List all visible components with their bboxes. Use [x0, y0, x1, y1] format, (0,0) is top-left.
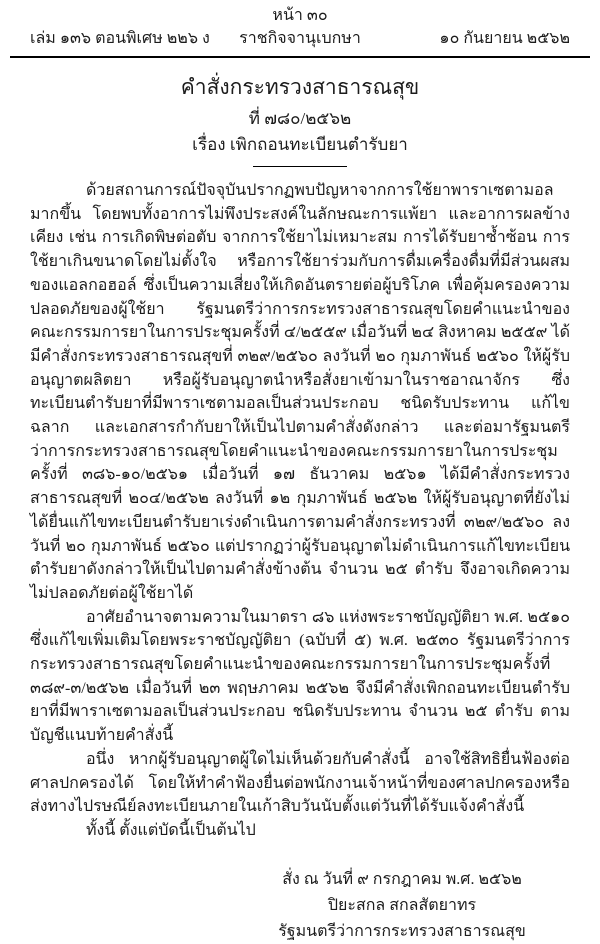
document-subject: เรื่อง เพิกถอนทะเบียนตำรับยา	[192, 135, 408, 154]
signature-block	[242, 867, 562, 944]
signature-signer-name: ปิยะสกล สกลสัตยาทร	[327, 896, 477, 914]
document-title: คำสั่งกระทรวงสาธารณสุข	[180, 75, 420, 99]
masthead	[30, 29, 570, 56]
body-paragraph-2: อาศัยอำนาจตามความในมาตรา ๘๖ แห่งพระราชบัญญัติยา พ.ศ. ๒๕๑๐ ซึ่งแก้ไขเพิ่มเติมโดยพระราชบัญญัติยา (ฉบับที่ ๕) พ.ศ. ๒๕๓๐ รัฐมนตรีว่าการกระทรวงสาธารณสุขโดยคำแนะนำของคณะกรรมการยาในการประชุมครั้งที่ ๓๘๙-๓/๒๕๖๒ เมื่อวันที่ ๒๓ พฤษภาคม ๒๕๖๒ จึงมีคำสั่งเพิกถอนทะเบียนตำรับยาที่มีพาราเซตามอลเป็นส่วนประกอบ ชนิดรับประทาน จำนวน ๒๕ ตำรับ ตามบัญชีแนบท้ายคำสั่งนี้	[30, 608, 570, 745]
masthead-date: ๑๐ กันยายน ๒๕๖๒	[439, 30, 570, 47]
document-order-number: ที่ ๗๘๐/๒๕๖๒	[248, 109, 352, 128]
masthead-publication-name: ราชกิจจานุเบกษา	[239, 30, 361, 47]
signature-signer-title: รัฐมนตรีว่าการกระทรวงสาธารณสุข	[278, 922, 526, 940]
body-paragraph-3: อนึ่ง หากผู้รับอนุญาตผู้ใดไม่เห็นด้วยกับคำสั่งนี้ อาจใช้สิทธิยื่นฟ้องต่อศาลปกครองได้ โดยให้ทำคำฟ้องยื่นต่อพนักงานเจ้าหน้าที่ของศาลปกครองหรือส่งทางไปรษณีย์ลงทะเบียนภายในเก้าสิบวันนับตั้งแต่วันที่ได้รับแจ้งคำสั่งนี้	[30, 750, 570, 816]
page-number-label: หน้า ๓๐	[272, 7, 328, 24]
masthead-divider	[10, 56, 590, 58]
title-divider	[253, 166, 347, 167]
masthead-volume: เล่ม ๑๓๖ ตอนพิเศษ ๒๒๖ ง	[30, 30, 210, 47]
document-body	[30, 179, 570, 843]
body-paragraph-1: ด้วยสถานการณ์ปัจจุบันปรากฏพบปัญหาจากการใช้ยาพาราเซตามอลมากขึ้น โดยพบทั้งอาการไม่พึงประสงค์ในลักษณะการแพ้ยา และอาการผลข้างเคียง เช่น การเกิดพิษต่อตับ จากการใช้ยาไม่เหมาะสม การได้รับยาซ้ำซ้อน การใช้ยาเกินขนาดโดยไม่ตั้งใจ หรือการใช้ยาร่วมกับการดื่มเครื่องดื่มที่มีส่วนผสมของแอลกอฮอล์ ซึ่งเป็นความเสี่ยงให้เกิดอันตรายต่อผู้บริโภค เพื่อคุ้มครองความปลอดภัยของผู้ใช้ยา รัฐมนตรีว่าการกระทรวงสาธารณสุขโดยคำแนะนำของคณะกรรมการยาในการประชุมครั้งที่ ๔/๒๕๕๙ เมื่อวันที่ ๒๔ สิงหาคม ๒๕๕๙ ได้มีคำสั่งกระทรวงสาธารณสุขที่ ๓๒๙/๒๕๖๐ ลงวันที่ ๒๐ กุมภาพันธ์ ๒๕๖๐ ให้ผู้รับอนุญาตผลิตยา หรือผู้รับอนุญาตนำหรือสั่งยาเข้ามาในราชอาณาจักร ซึ่งทะเบียนตำรับยาที่มีพาราเซตามอลเป็นส่วนประกอบ ชนิดรับประทาน แก้ไขฉลาก และเอกสารกำกับยาให้เป็นไปตามคำสั่งดังกล่าว และต่อมารัฐมนตรีว่าการกระทรวงสาธารณสุขโดยคำแนะนำของคณะกรรมการยาในการประชุมครั้งที่ ๓๘๖-๑๐/๒๕๖๑ เมื่อวันที่ ๑๗ ธันวาคม ๒๕๖๑ ได้มีคำสั่งกระทรวงสาธารณสุขที่ ๒๐๔/๒๕๖๒ ลงวันที่ ๑๒ กุมภาพันธ์ ๒๕๖๒ ให้ผู้รับอนุญาตที่ยังไม่ได้ยื่นแก้ไขทะเบียนตำรับยาเร่งดำเนินการตามคำสั่งกระทรวงที่ ๓๒๙/๒๕๖๐ ลงวันที่ ๒๐ กุมภาพันธ์ ๒๕๖๐ แต่ปรากฏว่าผู้รับอนุญาตไม่ดำเนินการแก้ไขทะเบียนตำรับยาดังกล่าวให้เป็นไปตามคำสั่งข้างต้น จำนวน ๒๕ ตำรับ จึงอาจเกิดความไม่ปลอดภัยต่อผู้ใช้ยาได้	[30, 182, 570, 602]
signature-issued-line: สั่ง ณ วันที่ ๙ กรกฎาคม พ.ศ. ๒๕๖๒	[282, 870, 522, 888]
body-paragraph-4: ทั้งนี้ ตั้งแต่บัดนี้เป็นต้นไป	[86, 821, 256, 839]
